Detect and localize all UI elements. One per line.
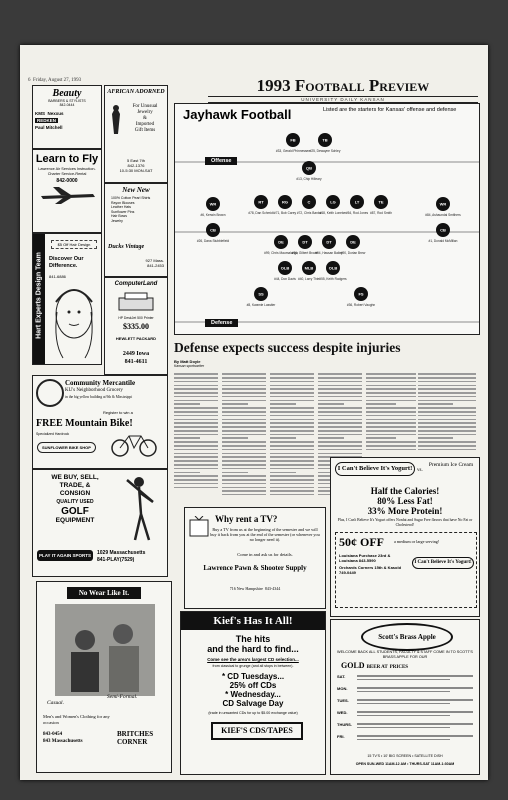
offense-player (276, 133, 310, 153)
player-label: #87, Rod Smith (370, 211, 392, 215)
kiefs-line-7: * Wednesday... (225, 690, 281, 699)
special-lines (357, 686, 473, 694)
hart-headline: Discover Our Difference. (49, 256, 84, 269)
brand-nexxus: Nexxus (47, 111, 64, 116)
page-date: Friday, August 27, 1993 (33, 78, 82, 83)
player-label: #26, Dana Stubblefield (196, 239, 230, 243)
printer-price: $335.00 (123, 322, 149, 331)
no-wear-title: No Wear Like It. (67, 587, 141, 599)
player-label: #99, Chris Maumalanga (264, 251, 298, 255)
player-position: OLB (280, 265, 290, 271)
special-day: SAT. (337, 674, 346, 679)
article-byline-role: Kansan sportswriter (174, 364, 204, 368)
offense-player (296, 161, 322, 181)
offense-player (370, 195, 392, 215)
kiefs-title: Kief's Has It All! (181, 612, 325, 630)
player-position: WR (209, 201, 217, 207)
beauty-title: Beauty (52, 88, 82, 99)
pawn-phone: 843-4344 (264, 586, 281, 591)
player-position: OLB (328, 265, 338, 271)
mercantile-register: Register to win a (103, 410, 133, 415)
new-new-item: Rayon Blouses (111, 200, 135, 205)
special-day: MON. (337, 686, 348, 691)
player-label: #55, Keith Rodgers (319, 277, 347, 281)
defense-player (347, 287, 376, 307)
page-number-date (28, 78, 81, 83)
airplane-icon (33, 184, 101, 206)
bike-label: Specialized Hardrock (36, 432, 70, 436)
bike-icon (109, 428, 159, 458)
models-photo (55, 604, 155, 696)
special-day: TUES. (337, 698, 349, 703)
special-day: THURS. (337, 722, 352, 727)
jayhawk-lineup-diagram (174, 103, 480, 335)
new-new-ad (104, 183, 168, 277)
tv-body: Buy a TV from us at the beginning of the semester and we will buy it back from you at the end of the semester (or whenever you no longer need it). (210, 527, 320, 542)
golf-line-6: EQUIPMENT (55, 517, 95, 524)
offense-player (346, 195, 369, 215)
yogurt-small-print: Plus, I Can't Believe It's Yogurt offers Nonfat and Sugar Free flavors that have No Fat or Cholesterol! (337, 518, 473, 527)
mercantile-logo (36, 379, 64, 407)
african-line-1: For Unusual (132, 104, 158, 109)
fly-title: Learn to Fly (35, 153, 99, 165)
player-label: #44, Don Davis (274, 277, 296, 281)
yogurt-offer-1: Half the Calories! (370, 486, 440, 496)
golf-line-4: QUALITY USED (56, 499, 94, 505)
yogurt-location-2: Orchards Corners 15th & Kasold 749-0449 (339, 565, 402, 575)
offense-player (310, 133, 341, 153)
kiefs-line-6: 25% off CDs (229, 681, 277, 690)
computerland-title: ComputerLand (114, 281, 158, 287)
article-column (222, 371, 266, 495)
special-lines (357, 710, 473, 718)
printer-icon (117, 292, 155, 314)
player-position: LT (354, 199, 360, 205)
player-position: MLB (304, 265, 314, 271)
new-new-item: 100% Cotton Pearl Shirts (111, 196, 151, 200)
computerland-ad (104, 277, 168, 375)
golf-line-5: GOLF (61, 506, 89, 517)
player-label: #25, Dewayne Schley (309, 149, 341, 153)
player-label: #33, Gerald Phinnessee (275, 149, 311, 153)
player-position: WR (439, 201, 447, 207)
player-label: #13, Chip Hilleary (296, 177, 322, 181)
computerland-address: 2449 Iowa (122, 351, 150, 357)
kiefs-line-9: (trade in unwanted CDs for up to $5.00 exchange value) (208, 711, 298, 715)
section-subtitle: UNIVERSITY DAILY KANSAN (208, 96, 478, 103)
brass-welcome: WELCOME BACK ALL STUDENTS, FACULTY & STAFF COME IN TO SCOTT'S BRASS APPLE FOR OUR (337, 650, 473, 659)
kiefs-logo: KIEF'S CDS/TAPES (211, 722, 303, 740)
pawn-shop-tv-ad (184, 507, 326, 609)
hp-logo: HEWLETT PACKARD (115, 336, 157, 341)
player-position: DE (278, 239, 284, 245)
britches-address: 843 Massachusetts (43, 738, 83, 744)
player-label: #94, Hassan Bailey (315, 251, 343, 255)
pawn-address: 716 New Hampshire (229, 586, 263, 591)
sunflower-logo: SUNFLOWER BIKE SHOP (37, 442, 96, 453)
special-day: WED. (337, 710, 348, 715)
fly-phone: 842-0000 (56, 178, 78, 184)
article-column (418, 371, 476, 451)
player-label: #8, Kwamie Lassiter (246, 303, 276, 307)
player-label: #90, Dorian Brew (340, 251, 366, 255)
article-column (366, 371, 416, 451)
offense-player (425, 197, 461, 217)
player-position: SS (258, 291, 264, 297)
golf-line-2: TRADE, & (59, 482, 91, 489)
kiefs-line-4: from classical to grunge (and all stops in between). (212, 664, 294, 668)
newspaper-page (20, 45, 488, 780)
article-byline: By Matt Doyle (174, 359, 201, 364)
special-row (337, 674, 473, 686)
player-position: RG (282, 199, 288, 205)
golfer-icon (119, 474, 163, 544)
player-position: CB (440, 227, 446, 233)
special-row (337, 710, 473, 722)
kiefs-line-2: and the hard to find... (207, 644, 299, 654)
hart-design-ad (32, 233, 102, 365)
special-row (337, 698, 473, 710)
player-position: DT (302, 239, 308, 245)
special-row (337, 722, 473, 734)
player-label: #68, Keith Loneker (319, 211, 347, 215)
brand-kms: KMS (35, 111, 45, 116)
player-label: #78, Dan Schmidt (248, 211, 274, 215)
beauty-sub: BARBERS & STYLISTS (48, 99, 86, 103)
britches-corner-ad (36, 581, 172, 773)
player-label: #91, Gilbert Brown (291, 251, 319, 255)
african-adorned-ad (104, 85, 168, 183)
offense-player (297, 195, 322, 215)
new-new-phone: 841-2453 (147, 263, 164, 268)
field-svg (175, 104, 479, 334)
new-new-item: Leather Hats (111, 205, 132, 210)
brass-apple-logo: Scott's Brass Apple (361, 623, 453, 651)
ducks-vintage-logo: Ducks Vintage (108, 244, 145, 250)
special-row (337, 686, 473, 698)
yogurt-ad (330, 457, 480, 617)
african-line-2: Jewelry (137, 110, 153, 115)
player-label: #72, Chris Banks (296, 211, 322, 215)
new-new-item: Hair Bows (111, 214, 127, 219)
player-label: #40, Larry Thiel (297, 277, 321, 281)
special-day: FRI. (337, 734, 345, 739)
gold-word-3: PRICES (389, 665, 409, 670)
offense-player (274, 195, 297, 215)
community-mercantile-ad (32, 375, 168, 469)
tv-icon (189, 516, 209, 546)
offense-player (320, 195, 348, 215)
diagram-subtitle: Listed are the starters for Kansas' offense and defense (323, 107, 457, 113)
new-new-address: 927 Mass. (145, 258, 164, 263)
tv-title: Why rent a TV? (215, 514, 278, 524)
offense-player (201, 197, 226, 217)
mercantile-sub2: in the big yellow building at 9th & Mississippi (65, 395, 133, 399)
player-position: DT (326, 239, 332, 245)
defense-player (298, 261, 320, 281)
beauty-phone: 842-0444 (59, 103, 75, 107)
gold-word: GOLD (341, 661, 365, 670)
page-number: 6 (28, 78, 31, 83)
golf-phone: 841-PLAY(7529) (97, 557, 135, 563)
offense-label: Offense (205, 157, 237, 165)
african-phone: 842-1376 (127, 163, 145, 168)
player-position: RT (258, 199, 264, 205)
daily-specials (337, 674, 473, 746)
brand-redken: REDKEN (37, 118, 57, 123)
article-column (174, 371, 218, 495)
player-label: #6, Kerwin Brown (200, 213, 226, 217)
player-position: QB (306, 165, 312, 171)
brass-hours: OPEN SUN-WED 11AM-12 AM • THURS-SAT 11AM-1:30AM (355, 762, 455, 766)
hart-coupon: $5 Off Hair Design (51, 240, 97, 249)
new-new-title: New New (122, 186, 150, 194)
special-row (337, 734, 473, 746)
hart-vertical-text: Hart Experts Design Team (35, 252, 43, 339)
computerland-phone: 841-4611 (124, 359, 148, 365)
african-title: AFRICAN ADORNED (107, 89, 165, 95)
golf-address: 1029 Massachusetts (97, 550, 146, 556)
defense-player (429, 223, 458, 243)
player-label: #36, Robert Vaughn (346, 303, 376, 307)
defense-player (319, 261, 347, 281)
offense-player (248, 195, 273, 215)
defense-label: Defense (205, 319, 238, 327)
beauty-ad (32, 85, 102, 149)
britches-body: Men's and Women's Clothing for any occasion (43, 714, 110, 725)
coupon-amount: 50¢ OFF (339, 535, 384, 549)
defense-player (197, 223, 229, 243)
printer-name: HP DeskJet 500 Printer (118, 316, 154, 320)
player-position: CB (210, 227, 216, 233)
section-title: 1993 Football Preview (256, 76, 430, 95)
player-position: FS (358, 291, 364, 297)
special-lines (357, 734, 473, 742)
player-position: TB (322, 137, 328, 143)
defense-player (341, 235, 366, 255)
african-address: 5 East 7th (126, 158, 145, 163)
african-line-4: Imported (135, 122, 155, 127)
new-new-item: Sunflower Pins (111, 209, 135, 214)
mercantile-title: Community Mercantile (65, 379, 136, 387)
player-label: #71, Bob Carey (273, 211, 297, 215)
hart-sidebar (33, 234, 45, 364)
yogurt-offer-2: 80% Less Fat! (377, 496, 433, 506)
article-headline: Defense expects success despite injuries (174, 340, 401, 355)
mercantile-subtitle: KU's Neighborhood Grocery (65, 388, 123, 393)
woman-portrait-icon (49, 282, 99, 362)
kiefs-ad (180, 611, 326, 775)
yogurt-logo: I Can't Believe It's Yogurt! (335, 462, 415, 476)
new-new-item: Jewelry (111, 218, 123, 223)
diagram-title: Jayhawk Football (183, 107, 292, 122)
african-hours: 10-5:30 MON-SAT (119, 168, 153, 173)
brass-apple-ad (330, 619, 480, 775)
african-line-3: & (143, 116, 147, 121)
player-position: DE (350, 239, 356, 245)
player-position: LG (330, 199, 336, 205)
player-position: FB (290, 137, 296, 143)
figure-icon (107, 104, 125, 138)
kiefs-line-3: Come see the area's largest CD selection... (207, 657, 299, 662)
yogurt-logo-small: I Can't Believe It's Yogurt! (412, 557, 474, 569)
kiefs-line-8: CD Salvage Day (222, 699, 284, 708)
coupon-sub: a medium or large serving! (394, 539, 440, 544)
play-it-again-logo: PLAY IT AGAIN SPORTS (37, 550, 93, 561)
fly-body: Lawrence Air Services Instruction-Charter Service-Rental (38, 167, 96, 176)
player-position: C (307, 199, 311, 205)
article-column (270, 371, 314, 495)
player-label: #1, Donald McMillan (428, 239, 458, 243)
player-label: #54, Rod Jones (345, 211, 369, 215)
brand-paul-mitchell: Paul Mitchell (35, 125, 63, 130)
yogurt-coupon[interactable] (335, 532, 477, 608)
casual-label: Casual. (47, 700, 64, 706)
golf-line-3: CONSIGN (59, 490, 91, 497)
mercantile-prize: FREE Mountain Bike! (36, 418, 133, 429)
kiefs-line-5: * CD Tuesdays... (221, 672, 285, 681)
kiefs-line-1: The hits (235, 634, 271, 644)
african-line-5: Gift Items (134, 128, 156, 133)
semi-formal-label: Semi-Formal. (107, 694, 138, 700)
yogurt-vs: vs. (417, 468, 423, 473)
premium-icecream: Premium Ice Cream (428, 462, 474, 468)
golf-ad (32, 469, 168, 577)
learn-to-fly-ad (32, 149, 102, 233)
special-lines (357, 722, 473, 730)
tv-cta: Come in and ask us for details. (237, 552, 293, 557)
brass-tv: 15 TV'S • 10' BIG SCREEN • SATELLITE DISH (367, 754, 443, 758)
britches-logo: BRITCHES CORNER (117, 730, 154, 746)
player-position: TE (378, 199, 384, 205)
britches-phone: 843-0454 (43, 732, 63, 737)
hart-phone: 841-6886 (49, 274, 66, 279)
yogurt-offer-3: 33% More Protein! (367, 506, 443, 516)
defense-player (315, 235, 343, 255)
pawn-shop-name: Lawrence Pawn & Shooter Supply (203, 564, 307, 572)
golf-line-1: WE BUY, SELL, (51, 474, 99, 481)
defense-player (274, 261, 296, 281)
defense-player (247, 287, 277, 307)
special-lines (357, 698, 473, 706)
special-lines (357, 674, 473, 682)
yogurt-location-1: Louisiana Purchase 23rd & Louisiana 843-5590 (339, 553, 391, 563)
player-label: #84, Ashaundai Smithers (425, 213, 461, 217)
gold-word-2: BEER AT (366, 665, 388, 670)
